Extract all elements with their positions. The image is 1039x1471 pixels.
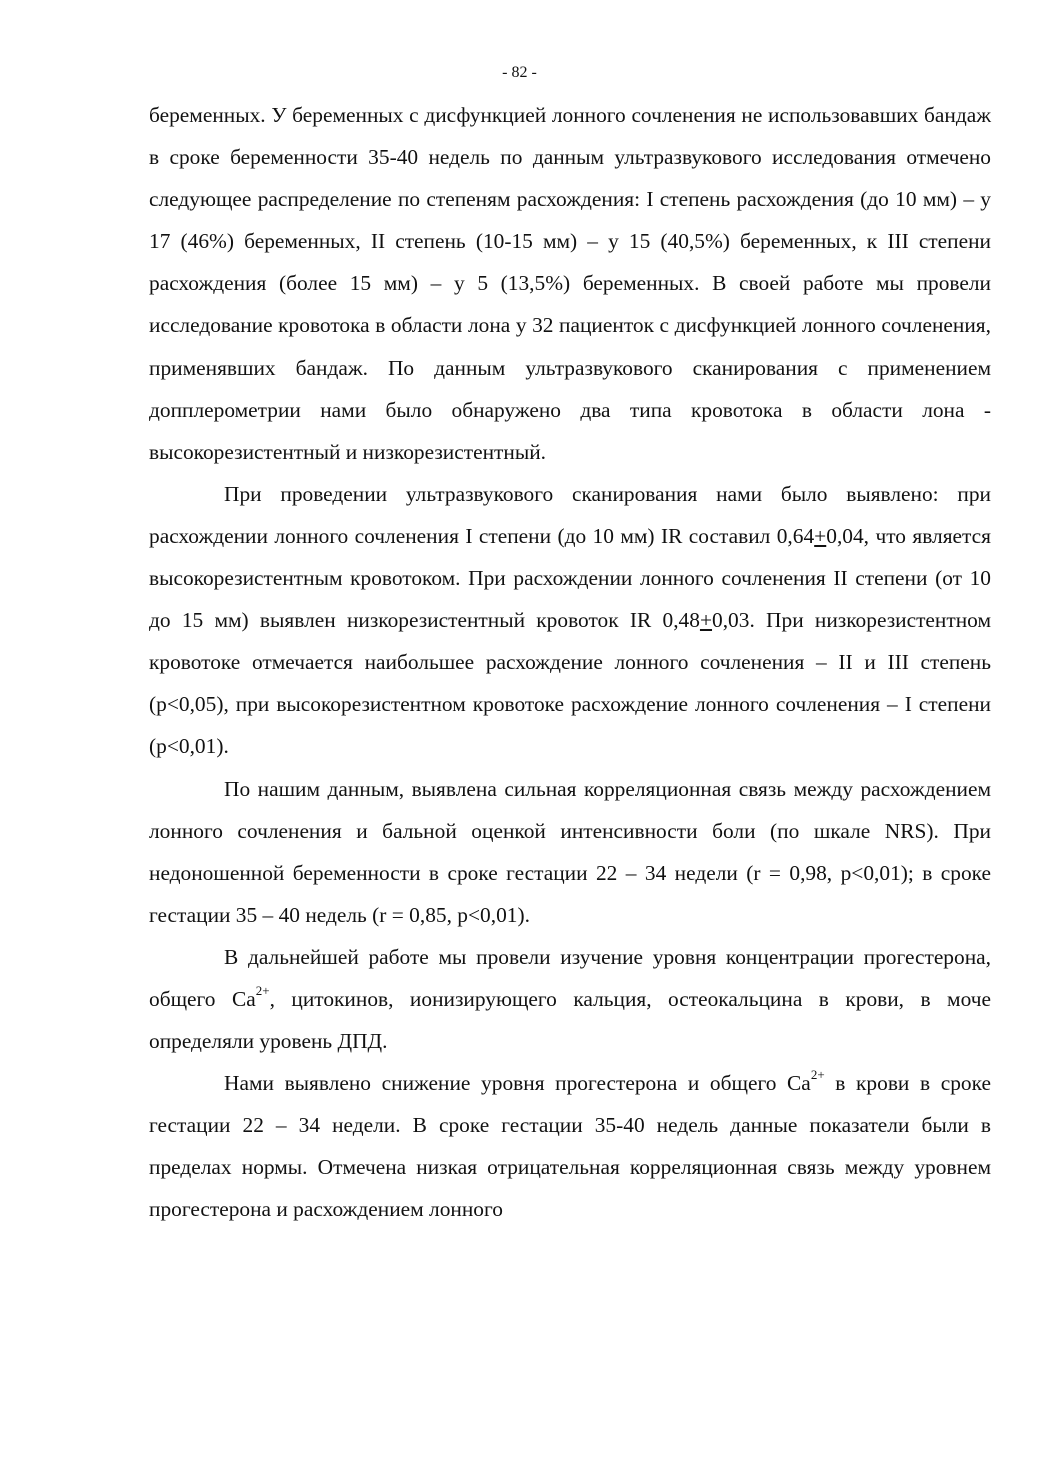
- paragraph-2-text-a: При проведении ультразвукового сканирования нами было выявлено: при расхождении лонного сочленения I степени (до 10 мм) IR составил 0,64: [149, 481, 991, 548]
- paragraph-4: [149, 936, 991, 1062]
- paragraph-3: По нашим данным, выявлена сильная корреляционная связь между расхождением лонного сочленения и бальной оценкой интенсивности боли (по шкале NRS). При недоношенной беременности в сроке гестации 22 – 34 недели (r = 0,98, p<0,01); в сроке гестации 35 – 40 недель (r = 0,85, p<0,01).: [149, 776, 991, 927]
- calcium-charge-superscript: 2+: [255, 982, 270, 998]
- paragraph-4-text-b: , цитокинов, ионизирующего кальция, остеокальцина в крови, в моче определяли уровень ДПД.: [149, 986, 991, 1054]
- page-number: - 82 -: [502, 64, 537, 81]
- paragraph-2: [149, 473, 991, 768]
- plus-minus-sign: +: [699, 608, 713, 633]
- paragraph-2-text-b: 0,04, что является высокорезистентным кровотоком. При расхождении лонного сочленения II степени (от 10 до 15 мм) выявлен низкорезистентный кровоток IR 0,48: [149, 523, 991, 633]
- paragraph-1: беременных. У беременных с дисфункцией лонного сочленения не использовавших бандаж в сроке беременности 35-40 недель по данным ультразвукового исследования отмечено следующее распределение по степеням расхождения: I степень расхождения (до 10 мм) – у 17 (46%) беременных, II степень (10-15 мм) – у 15 (40,5%) беременных, к III степени расхождения (более 15 мм) – у 5 (13,5%) беременных. В своей работе мы провели исследование кровотока в области лона у 32 пациенток с дисфункцией лонного сочленения, применявших бандаж. По данным ультразвукового сканирования с применением допплерометрии нами было обнаружено два типа кровотока в области лона - высокорезистентный и низкорезистентный.: [149, 103, 991, 464]
- document-body: [149, 94, 991, 1231]
- paragraph-5: [149, 1062, 991, 1230]
- paragraph-5-text-a: Нами выявлено снижение уровня прогестерона и общего Ca: [224, 1071, 811, 1096]
- paragraph-5-text-b: в крови в сроке гестации 22 – 34 недели. В сроке гестации 35-40 недель данные показатели были в пределах нормы. Отмечена низкая отрицательная корреляционная связь между уровнем прогестерона и расхождением лонного: [149, 1071, 991, 1222]
- plus-minus-sign: +: [814, 523, 827, 548]
- paragraph-2-text-c: 0,03. При низкорезистентном кровотоке отмечается наибольшее расхождение лонного сочленения – II и III степень (p<0,05), при высокорезистентном кровотоке расхождение лонного сочленения – I степени (p<0,01).: [149, 608, 991, 759]
- calcium-charge-superscript: 2+: [810, 1067, 825, 1083]
- paragraph-4-text-a: В дальнейшей работе мы провели изучение уровня концентрации прогестерона, общего Ca: [149, 944, 991, 1011]
